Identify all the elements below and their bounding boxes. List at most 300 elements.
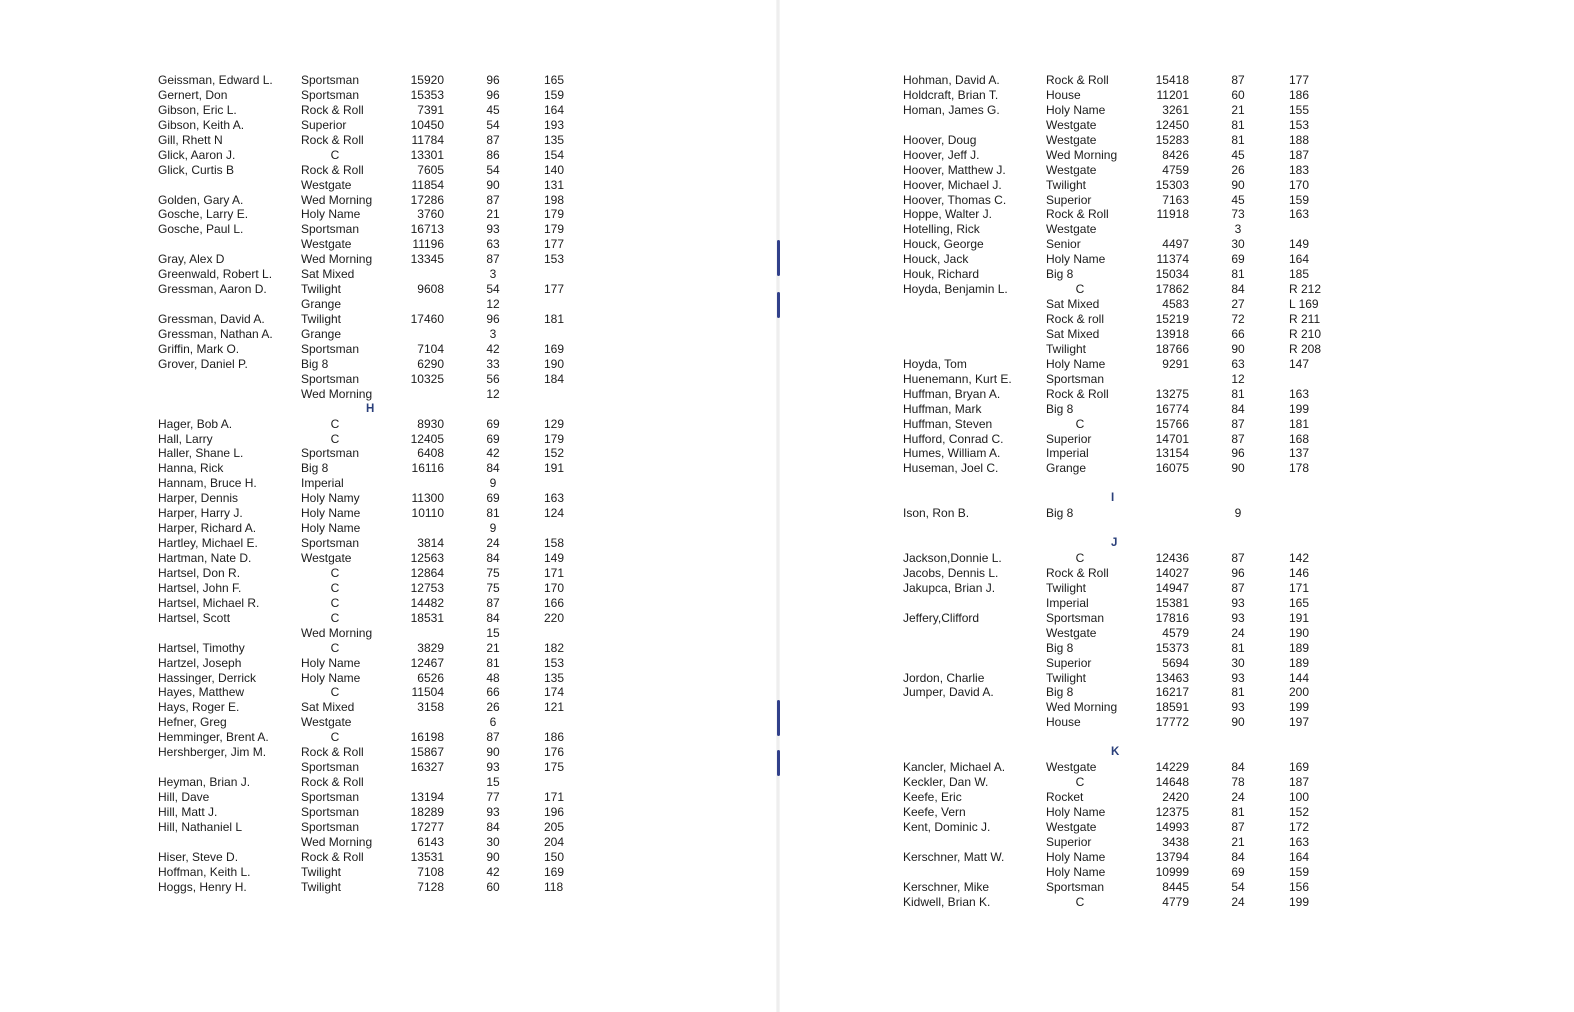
games-count: 96: [1231, 565, 1245, 580]
games-count: 81: [486, 655, 500, 670]
bowler-name: Houck, Jack: [903, 252, 969, 267]
games-count: 15: [486, 625, 500, 640]
bowler-name: Kancler, Michael A.: [903, 760, 1006, 775]
games-count: 96: [486, 312, 500, 326]
average-value: 169: [1289, 760, 1310, 775]
games-count: 87: [486, 252, 500, 267]
league-name: Big 8: [301, 461, 329, 476]
average-value: 158: [544, 536, 565, 551]
league-name: C: [1075, 894, 1085, 909]
average-value: 181: [544, 312, 565, 326]
pin-total: 10450: [410, 117, 444, 132]
pin-total: 4497: [1162, 237, 1189, 252]
league-name: Sportsman: [301, 87, 360, 102]
games-count: 87: [1231, 819, 1245, 834]
games-count: 87: [486, 730, 500, 745]
games-count: 56: [486, 371, 500, 386]
bowler-name: Gill, Rhett N: [158, 132, 223, 147]
average-value: 169: [544, 341, 565, 356]
league-name: Twilight: [301, 282, 342, 297]
pin-total: 14648: [1155, 775, 1189, 790]
pin-total: 17816: [1155, 610, 1189, 625]
pin-total: 15353: [410, 87, 444, 102]
bowler-name: Kent, Dominic J.: [903, 819, 991, 834]
league-name: C: [330, 565, 340, 580]
games-count: 90: [486, 745, 500, 760]
pin-total: 18591: [1155, 700, 1189, 715]
average-value: 181: [1289, 416, 1310, 431]
league-name: Sportsman: [301, 341, 360, 356]
binding-mark: [777, 292, 780, 318]
league-name: Holy Name: [301, 506, 361, 521]
average-value: 163: [544, 491, 565, 506]
bowler-name: Homan, James G.: [903, 102, 1000, 117]
bowler-name: Huffman, Steven: [903, 416, 993, 431]
league-name: Superior: [1046, 431, 1092, 446]
games-count: 87: [486, 132, 500, 147]
pin-total: 18766: [1155, 341, 1189, 356]
average-value: 179: [544, 207, 565, 222]
pin-total: 16713: [410, 222, 444, 237]
games-count: 6: [489, 715, 497, 730]
bowler-name: Hill, Matt J.: [158, 804, 218, 819]
average-value: 142: [1289, 551, 1310, 565]
pin-total: 7128: [417, 879, 444, 894]
league-name: Imperial: [1046, 446, 1089, 461]
games-count: 9: [489, 476, 497, 491]
average-value: 164: [544, 102, 565, 117]
league-name: Superior: [301, 117, 347, 132]
binding-mark: [777, 240, 780, 276]
average-value: 172: [1289, 819, 1310, 834]
section-letter: K: [1111, 746, 1120, 759]
average-value: 135: [544, 670, 565, 685]
league-name: Holy Name: [1046, 864, 1106, 879]
pin-total: 3829: [417, 640, 444, 655]
bowler-name: Hassinger, Derrick: [158, 670, 257, 685]
bowler-name: Jordon, Charlie: [903, 670, 985, 685]
pin-total: 18289: [410, 804, 444, 819]
league-name: C: [330, 730, 340, 745]
league-name: Twilight: [301, 312, 342, 326]
average-value: 220: [544, 610, 565, 625]
average-value: 165: [544, 73, 565, 87]
league-name: C: [1075, 775, 1085, 790]
games-count: 45: [1231, 192, 1245, 207]
games-count: 87: [486, 192, 500, 207]
games-count: 54: [1231, 879, 1245, 894]
bowler-name: Gernert, Don: [158, 87, 228, 102]
pin-total: 12375: [1155, 804, 1189, 819]
average-value: 197: [1289, 715, 1310, 730]
average-value: 200: [1289, 685, 1310, 700]
games-count: 54: [486, 117, 500, 132]
bowler-name: Harper, Dennis: [158, 491, 239, 506]
games-count: 77: [486, 790, 500, 804]
bowler-name: Hiser, Steve D.: [158, 849, 239, 864]
bowler-name: Huffman, Bryan A.: [903, 386, 1001, 401]
average-value: 150: [544, 849, 565, 864]
bowler-name: Hoffman, Keith L.: [158, 864, 251, 879]
average-value: 182: [544, 640, 565, 655]
average-value: R 211: [1289, 312, 1321, 326]
league-name: Wed Morning: [301, 252, 373, 267]
average-value: 193: [544, 117, 565, 132]
bowler-name: Huseman, Joel C.: [903, 461, 999, 476]
pin-total: 11374: [1156, 252, 1189, 267]
section-letter: I: [1111, 492, 1115, 505]
pin-total: 7108: [417, 864, 444, 879]
games-count: 84: [486, 551, 500, 565]
games-count: 9: [489, 521, 497, 536]
pin-total: 15867: [410, 745, 444, 760]
average-value: 159: [1289, 192, 1310, 207]
pin-total: 6526: [417, 670, 444, 685]
pin-total: 13531: [410, 849, 444, 864]
games-count: 72: [1231, 312, 1245, 326]
league-name: Sportsman: [301, 819, 360, 834]
bowler-name: Houk, Richard: [903, 267, 980, 282]
bowler-name: Hoover, Matthew J.: [903, 162, 1006, 177]
games-count: 93: [486, 804, 500, 819]
average-value: 188: [1289, 132, 1310, 147]
average-value: R 212: [1289, 282, 1322, 297]
average-value: 171: [544, 790, 565, 804]
league-name: Sportsman: [301, 790, 360, 804]
league-name: Holy Name: [301, 655, 361, 670]
bowler-name: Gosche, Paul L.: [158, 222, 244, 237]
pin-total: 7163: [1162, 192, 1189, 207]
pin-total: 15303: [1155, 177, 1189, 192]
league-name: Westgate: [1046, 132, 1097, 147]
league-name: House: [1046, 715, 1081, 730]
bowler-name: Hanna, Rick: [158, 461, 224, 476]
pin-total: 11201: [1156, 87, 1189, 102]
average-value: 204: [544, 834, 565, 849]
league-name: C: [330, 416, 340, 431]
bowler-name: Hoover, Thomas C.: [903, 192, 1007, 207]
page-gutter: [776, 0, 780, 1012]
average-value: 149: [1289, 237, 1310, 252]
games-count: 24: [1231, 894, 1245, 909]
average-value: 199: [1289, 700, 1310, 715]
games-count: 87: [1231, 551, 1245, 565]
pin-total: 15373: [1155, 640, 1189, 655]
pin-total: 16075: [1155, 461, 1189, 476]
pin-total: 13275: [1155, 386, 1189, 401]
games-count: 42: [486, 341, 500, 356]
pin-total: 13194: [410, 790, 444, 804]
games-count: 24: [486, 536, 500, 551]
bowler-name: Hoover, Michael J.: [903, 177, 1002, 192]
pin-total: 13154: [1155, 446, 1189, 461]
pin-total: 13463: [1155, 670, 1189, 685]
games-count: 81: [1231, 132, 1245, 147]
league-name: C: [330, 640, 340, 655]
games-count: 12: [486, 297, 500, 312]
games-count: 81: [1231, 640, 1245, 655]
games-count: 90: [486, 849, 500, 864]
bowler-name: Glick, Curtis B: [158, 162, 235, 177]
average-value: 153: [544, 252, 565, 267]
pin-total: 17862: [1155, 282, 1189, 297]
average-value: 163: [1289, 207, 1310, 222]
games-count: 84: [1231, 760, 1245, 775]
average-value: 183: [1289, 162, 1310, 177]
bowler-name: Heyman, Brian J.: [158, 775, 251, 790]
games-count: 87: [1231, 431, 1245, 446]
league-name: Big 8: [1046, 685, 1074, 700]
average-value: 174: [544, 685, 565, 700]
average-value: R 210: [1289, 326, 1322, 341]
games-count: 26: [1231, 162, 1245, 177]
games-count: 75: [486, 580, 500, 595]
average-value: 199: [1289, 894, 1310, 909]
pin-total: 15920: [410, 73, 444, 87]
games-count: 66: [486, 685, 500, 700]
games-count: 21: [486, 207, 500, 222]
league-name: C: [330, 147, 340, 162]
league-name: Wed Morning: [301, 834, 373, 849]
pin-total: 4759: [1162, 162, 1189, 177]
bowler-name: Hayes, Matthew: [158, 685, 245, 700]
average-value: 198: [544, 192, 565, 207]
games-count: 93: [486, 222, 500, 237]
pin-total: 10110: [411, 506, 444, 521]
pin-total: 11854: [411, 177, 444, 192]
bowler-name: Kidwell, Brian K.: [903, 894, 991, 909]
pin-total: 11300: [411, 491, 444, 506]
bowler-name: Hartsel, Don R.: [158, 565, 241, 580]
games-count: 84: [486, 461, 500, 476]
bowler-name: Hill, Dave: [158, 790, 210, 804]
games-count: 84: [1231, 282, 1245, 297]
games-count: 86: [486, 147, 500, 162]
pin-total: 14993: [1155, 819, 1189, 834]
average-value: 135: [544, 132, 565, 147]
bowler-name: Gressman, Aaron D.: [158, 282, 267, 297]
league-name: Big 8: [301, 356, 329, 371]
pin-total: 7391: [417, 102, 444, 117]
pin-total: 3760: [417, 207, 444, 222]
pin-total: 16327: [410, 760, 444, 775]
pin-total: 11918: [1156, 207, 1189, 222]
games-count: 3: [489, 326, 497, 341]
games-count: 93: [1231, 610, 1245, 625]
average-value: 171: [1289, 580, 1310, 595]
league-name: Wed Morning: [1046, 700, 1118, 715]
pin-total: 12563: [410, 551, 444, 565]
league-name: Superior: [1046, 834, 1092, 849]
games-count: 93: [1231, 700, 1245, 715]
bowler-name: Holdcraft, Brian T.: [903, 87, 999, 102]
league-name: Sat Mixed: [301, 267, 355, 282]
games-count: 45: [1231, 147, 1245, 162]
pin-total: 16217: [1155, 685, 1189, 700]
pin-total: 3158: [417, 700, 444, 715]
games-count: 96: [486, 87, 500, 102]
games-count: 90: [486, 177, 500, 192]
average-value: 205: [544, 819, 565, 834]
pin-total: 6408: [417, 446, 444, 461]
league-name: Twilight: [1046, 341, 1087, 356]
games-count: 27: [1231, 297, 1245, 312]
average-value: 189: [1289, 640, 1310, 655]
average-value: 166: [544, 595, 565, 610]
games-count: 90: [1231, 461, 1245, 476]
pin-total: 6143: [417, 834, 444, 849]
bowler-name: Griffin, Mark O.: [158, 341, 240, 356]
average-value: 170: [1289, 177, 1310, 192]
league-name: Rock & roll: [1046, 312, 1105, 326]
pin-total: 11784: [411, 132, 444, 147]
bowler-name: Hartzel, Joseph: [158, 655, 242, 670]
pin-total: 15418: [1155, 73, 1189, 87]
games-count: 69: [486, 416, 500, 431]
bowler-name: Huffman, Mark: [903, 401, 982, 416]
average-value: 121: [544, 700, 565, 715]
bowler-name: Greenwald, Robert L.: [158, 267, 273, 282]
league-name: Holy Name: [1046, 252, 1106, 267]
average-value: 153: [544, 655, 565, 670]
games-count: 87: [1231, 416, 1245, 431]
league-name: Big 8: [1046, 401, 1074, 416]
league-name: Holy Name: [301, 521, 361, 536]
league-name: Sportsman: [301, 760, 360, 775]
average-value: 186: [544, 730, 565, 745]
average-value: 179: [544, 222, 565, 237]
pin-total: 15034: [1155, 267, 1189, 282]
games-count: 90: [1231, 715, 1245, 730]
league-name: Sportsman: [301, 536, 360, 551]
bowler-name: Hoyda, Tom: [903, 356, 967, 371]
bowler-name: Hemminger, Brent A.: [158, 730, 269, 745]
bowler-name: Hartsel, Scott: [158, 610, 231, 625]
league-name: Sat Mixed: [1046, 326, 1100, 341]
bowler-name: Hartsel, John F.: [158, 580, 242, 595]
games-count: 81: [1231, 386, 1245, 401]
pin-total: 6290: [417, 356, 444, 371]
bowler-name: Hager, Bob A.: [158, 416, 233, 431]
pin-total: 8426: [1162, 147, 1189, 162]
games-count: 12: [1231, 371, 1245, 386]
pin-total: 12405: [410, 431, 444, 446]
league-name: Rock & Roll: [301, 162, 364, 177]
pin-total: 12436: [1155, 551, 1189, 565]
league-name: Wed Morning: [301, 386, 373, 401]
bowler-name: Jacobs, Dennis L.: [903, 565, 999, 580]
average-value: 190: [544, 356, 565, 371]
bowler-name: Hannam, Bruce H.: [158, 476, 257, 491]
pin-total: 12467: [410, 655, 444, 670]
pin-total: 9608: [417, 282, 444, 297]
league-name: Westgate: [1046, 162, 1097, 177]
league-name: Imperial: [301, 476, 344, 491]
pin-total: 14229: [1155, 760, 1189, 775]
games-count: 15: [486, 775, 500, 790]
pin-total: 4779: [1162, 894, 1189, 909]
league-name: Westgate: [1046, 222, 1097, 237]
bowler-name: Kerschner, Matt W.: [903, 849, 1005, 864]
games-count: 30: [486, 834, 500, 849]
league-name: Sportsman: [1046, 371, 1105, 386]
league-name: Holy Name: [1046, 849, 1106, 864]
pin-total: 17460: [410, 312, 444, 326]
average-value: 152: [544, 446, 565, 461]
league-name: Westgate: [301, 551, 352, 565]
section-letter: H: [366, 402, 375, 415]
bowler-name: Hoggs, Henry H.: [158, 879, 247, 894]
league-name: Sportsman: [301, 73, 360, 87]
league-name: Sportsman: [301, 804, 360, 819]
games-count: 63: [486, 237, 500, 252]
games-count: 42: [486, 864, 500, 879]
average-value: 184: [544, 371, 565, 386]
league-name: Big 8: [1046, 506, 1074, 521]
bowler-name: Hoppe, Walter J.: [903, 207, 992, 222]
league-name: Sportsman: [301, 222, 360, 237]
pin-total: 11504: [411, 685, 444, 700]
pin-total: 17286: [410, 192, 444, 207]
section-letter: J: [1111, 537, 1118, 550]
league-name: C: [330, 431, 340, 446]
average-value: 196: [544, 804, 565, 819]
bowler-name: Hill, Nathaniel L: [158, 819, 243, 834]
bowler-name: Hoyda, Benjamin L.: [903, 282, 1008, 297]
games-count: 75: [486, 565, 500, 580]
pin-total: 13345: [410, 252, 444, 267]
games-count: 93: [1231, 670, 1245, 685]
league-name: Rock & Roll: [301, 102, 364, 117]
games-count: 21: [1231, 102, 1245, 117]
league-name: Rock & Roll: [301, 132, 364, 147]
games-count: 24: [1231, 790, 1245, 804]
average-value: 159: [1289, 864, 1310, 879]
bowler-name: Hartsel, Michael R.: [158, 595, 260, 610]
bowler-name: Houck, George: [903, 237, 984, 252]
games-count: 81: [1231, 804, 1245, 819]
games-count: 84: [1231, 849, 1245, 864]
league-name: Sportsman: [1046, 610, 1105, 625]
pin-total: 10999: [1155, 864, 1189, 879]
pin-total: 17772: [1155, 715, 1189, 730]
bowler-name: Hartley, Michael E.: [158, 536, 258, 551]
league-name: Holy Name: [301, 207, 361, 222]
average-value: L 169: [1289, 297, 1319, 312]
bowler-name: Gressman, David A.: [158, 312, 265, 326]
average-value: 155: [1289, 102, 1310, 117]
bowler-name: Hall, Larry: [158, 431, 213, 446]
league-name: Sportsman: [1046, 879, 1105, 894]
pin-total: 18531: [410, 610, 444, 625]
league-name: Sat Mixed: [301, 700, 355, 715]
average-value: 164: [1289, 849, 1310, 864]
games-count: 33: [486, 356, 500, 371]
games-count: 12: [486, 386, 500, 401]
league-name: C: [330, 685, 340, 700]
games-count: 93: [486, 760, 500, 775]
bowler-name: Gray, Alex D: [158, 252, 225, 267]
league-name: Westgate: [1046, 117, 1097, 132]
average-value: 189: [1289, 655, 1310, 670]
games-count: 69: [1231, 252, 1245, 267]
bowler-name: Hotelling, Rick: [903, 222, 980, 237]
league-name: Westgate: [1046, 760, 1097, 775]
league-name: Imperial: [1046, 595, 1089, 610]
average-value: 170: [544, 580, 565, 595]
average-value: 163: [1289, 386, 1310, 401]
bowler-name: Gibson, Keith A.: [158, 117, 245, 132]
